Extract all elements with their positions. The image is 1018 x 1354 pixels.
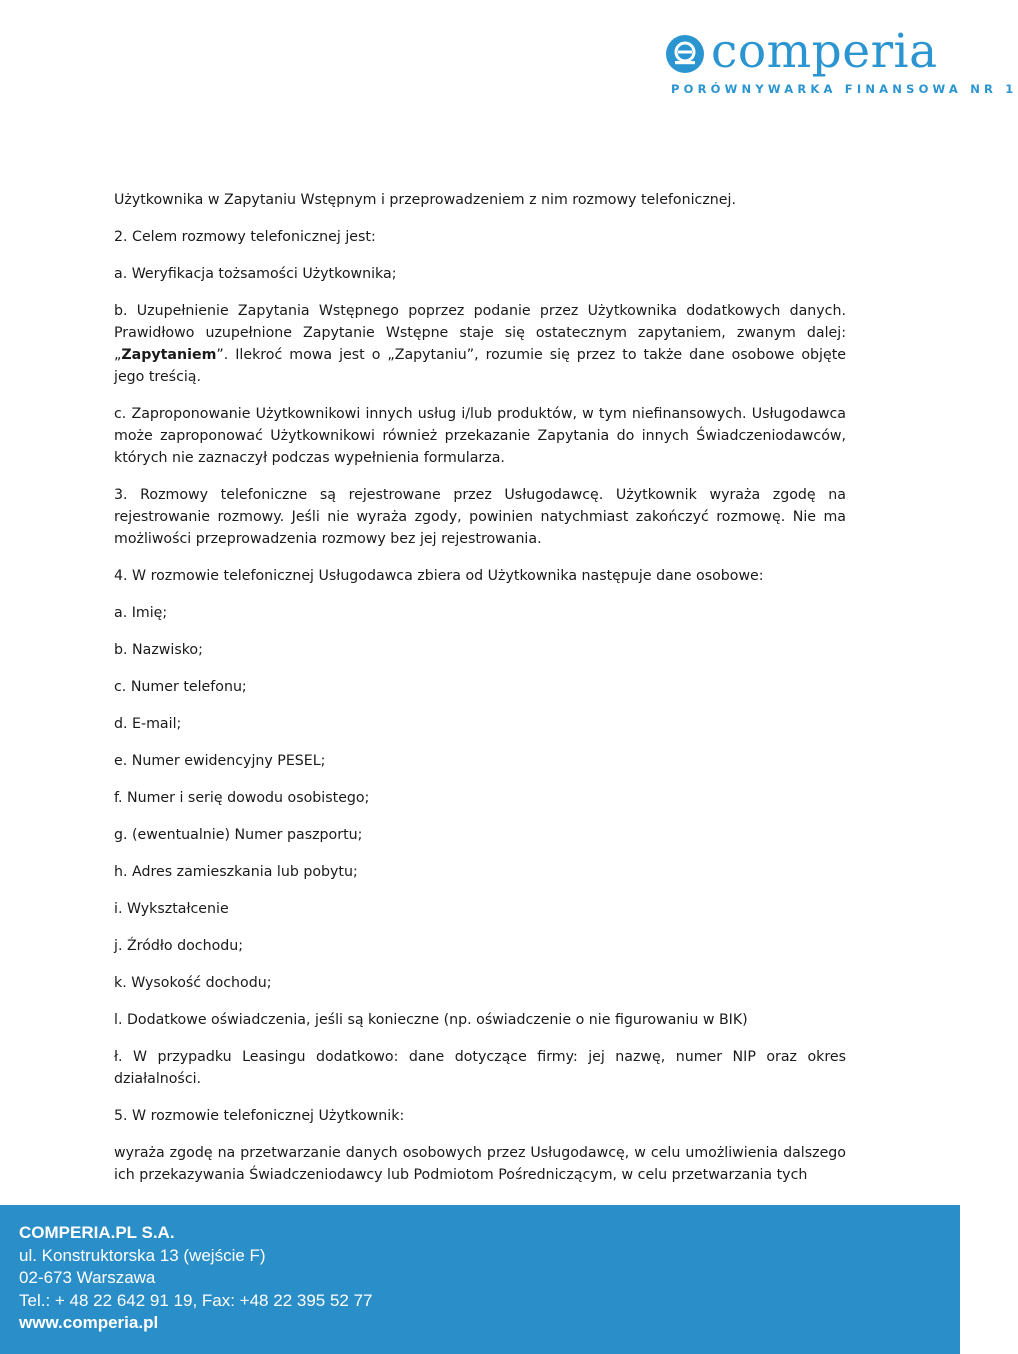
paragraph: wyraża zgodę na przetwarzanie danych osobowych przez Usługodawcę, w celu umożliwienia dalszego ich przekazywania Świadczeniodawcy lub Podmiotom Pośredniczącym, w celu przetwarzania tych [114, 1145, 846, 1183]
list-item: c. Numer telefonu; [114, 679, 247, 695]
list-item: g. (ewentualnie) Numer paszportu; [114, 827, 363, 843]
footer-website-link[interactable]: www.comperia.pl [19, 1313, 159, 1332]
footer-phone: Tel.: + 48 22 642 91 19, Fax: +48 22 395 52 77 [19, 1290, 373, 1310]
paragraph: a. Weryfikacja tożsamości Użytkownika; [114, 266, 397, 282]
paragraph: Użytkownika w Zapytaniu Wstępnym i przeprowadzeniem z nim rozmowy telefonicznej. [114, 192, 736, 208]
footer-contact [19, 1222, 373, 1335]
list-item: d. E-mail; [114, 716, 182, 732]
paragraph: 4. W rozmowie telefonicznej Usługodawca zbiera od Użytkownika następuje dane osobowe: [114, 568, 764, 584]
paragraph-text: ”. Ilekroć mowa jest o „Zapytaniu”, rozumie się przez to także dane osobowe objęte jego treścią. [114, 347, 846, 385]
list-item: i. Wykształcenie [114, 901, 229, 917]
footer-company: COMPERIA.PL S.A. [19, 1223, 175, 1242]
list-item: b. Nazwisko; [114, 642, 203, 658]
list-item: j. Źródło dochodu; [114, 938, 244, 954]
list-item: h. Adres zamieszkania lub pobytu; [114, 864, 358, 880]
paragraph: 2. Celem rozmowy telefonicznej jest: [114, 229, 376, 245]
list-item: e. Numer ewidencyjny PESEL; [114, 753, 326, 769]
paragraph-text: b. Uzupełnienie Zapytania Wstępnego poprzez podanie przez Użytkownika dodatkowych danych. Prawidłowo uzupełnione Zapytanie Wstępne staje się ostatecznym zapytaniem, zwanym dalej: „ [114, 303, 846, 363]
logo-tagline: PORÓWNYWARKA FINANSOWA NR 1 [671, 82, 1018, 96]
paragraph: c. Zaproponowanie Użytkownikowi innych usług i/lub produktów, w tym niefinansowych. Usługodawca może zaproponować Użytkownikowi również przekazanie Zapytania do innych Świadczeniodawców, których nie zaznaczył podczas wypełnienia formularza. [114, 406, 846, 466]
footer-city: 02-673 Warszawa [19, 1268, 156, 1287]
paragraph: 5. W rozmowie telefonicznej Użytkownik: [114, 1108, 405, 1124]
paragraph: 3. Rozmowy telefoniczne są rejestrowane przez Usługodawcę. Użytkownik wyraża zgodę na rejestrowanie rozmowy. Jeśli nie wyraża zgody, powinien natychmiast zakończyć rozmowę. Nie ma możliwości przeprowadzenia rozmowy bez jej rejestrowania. [114, 487, 846, 547]
defined-term: Zapytaniem [121, 347, 217, 363]
paragraph: ł. W przypadku Leasingu dodatkowo: dane dotyczące firmy: jej nazwę, numer NIP oraz okres działalności. [114, 1049, 846, 1087]
list-item: l. Dodatkowe oświadczenia, jeśli są konieczne (np. oświadczenie o nie figurowaniu w BIK) [114, 1012, 748, 1028]
list-item: k. Wysokość dochodu; [114, 975, 272, 991]
paragraph [114, 300, 846, 388]
comperia-logo [665, 24, 1018, 100]
list-item: f. Numer i serię dowodu osobistego; [114, 790, 370, 806]
list-item: a. Imię; [114, 605, 168, 621]
footer-address: ul. Konstruktorska 13 (wejście F) [19, 1245, 266, 1265]
comperia-logo-icon [665, 34, 705, 74]
logo-wordmark: comperia [711, 24, 938, 79]
document-body [114, 189, 846, 1186]
